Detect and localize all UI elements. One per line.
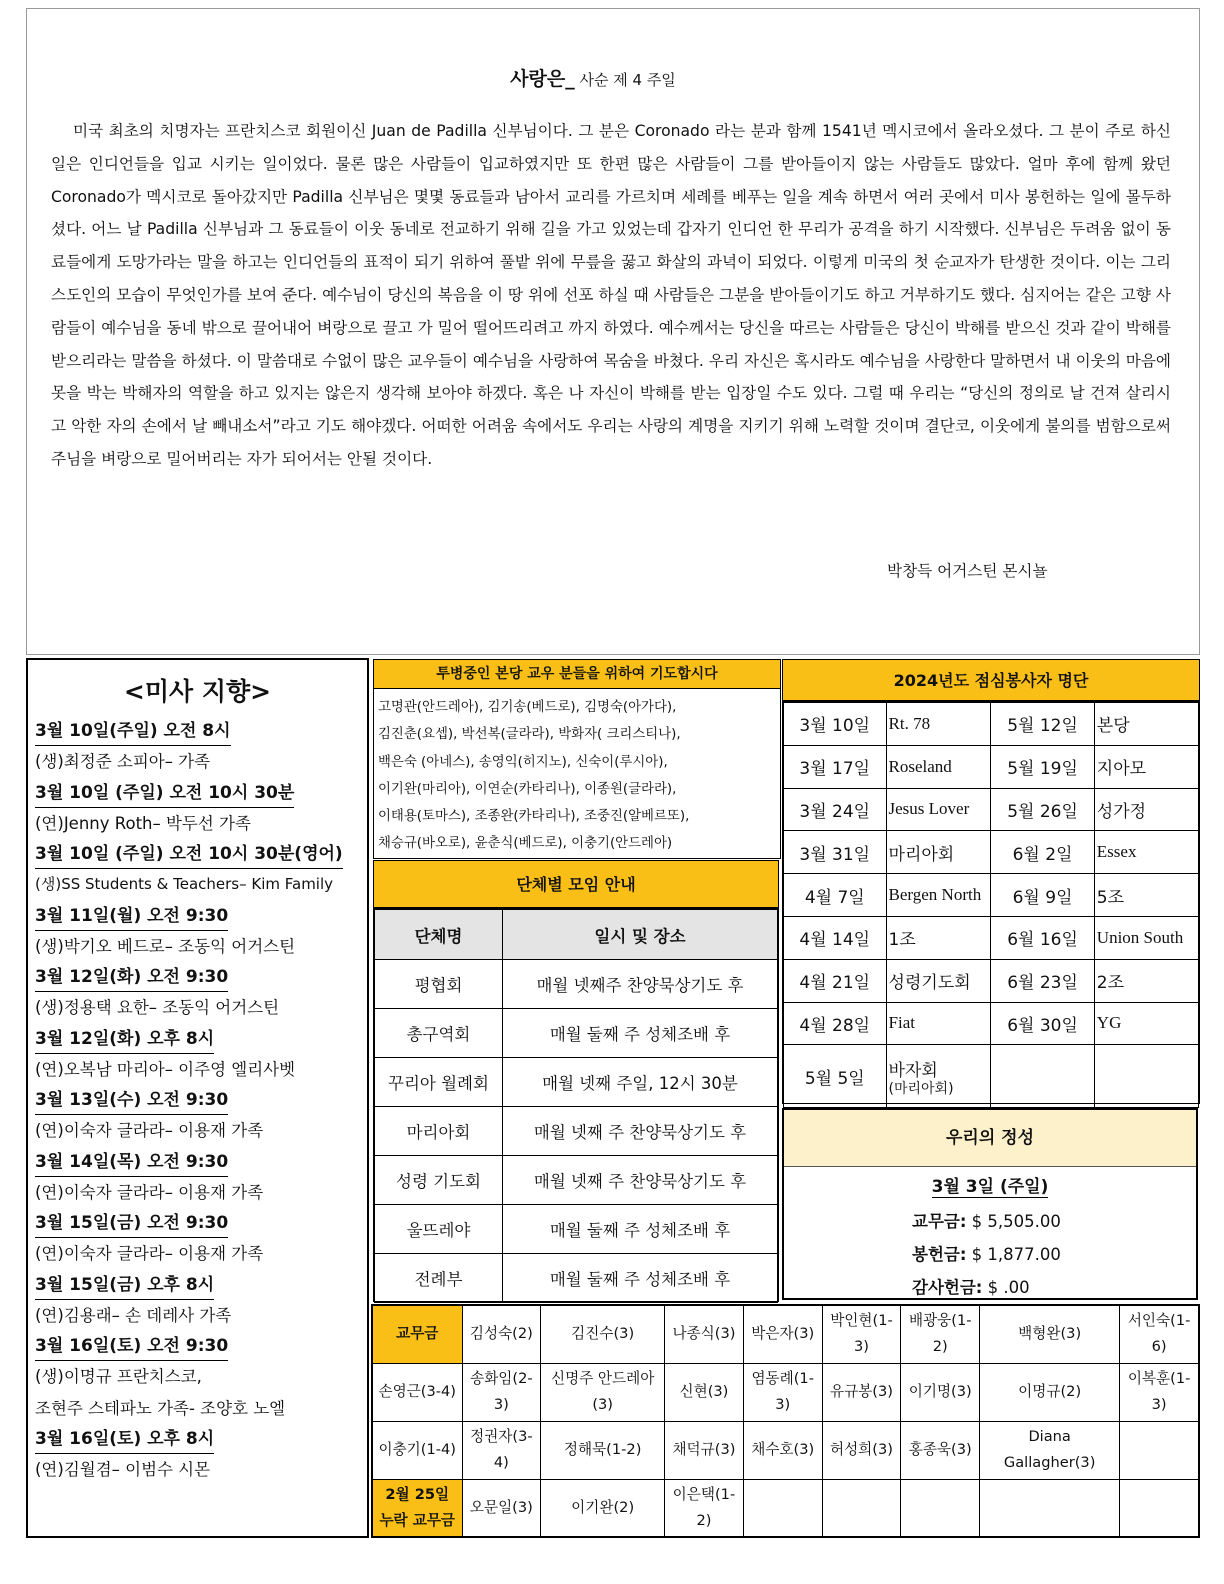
lunch-volunteers-box xyxy=(782,659,1200,1104)
prayer-line: 채승규(바오로), 윤춘식(베드로), 이충기(안드레아) xyxy=(378,836,673,852)
table-row xyxy=(784,788,1199,831)
mass-entry xyxy=(35,716,365,778)
mass-date: 3월 15일(금) 오전 9:30 xyxy=(35,1208,228,1238)
donor-cell: 이은택(1-2) xyxy=(665,1479,744,1537)
donor-cell xyxy=(901,1479,980,1537)
table-row xyxy=(784,1002,1199,1045)
mass-entry xyxy=(35,1085,365,1147)
lunch-group-main: 바자회 xyxy=(888,1060,938,1081)
lunch-title: 2024년도 점심봉사자 명단 xyxy=(783,660,1199,702)
table-row xyxy=(784,916,1199,959)
lunch-group: YG xyxy=(1094,1002,1198,1045)
offering-label: 봉헌금: xyxy=(912,1245,967,1264)
offering-label: 감사헌금: xyxy=(912,1278,983,1297)
offering-title: 우리의 정성 xyxy=(784,1110,1196,1167)
table-row xyxy=(784,831,1199,874)
mass-intention: (연)김용래– 손 데레사 가족 xyxy=(35,1305,232,1325)
mass-entry xyxy=(35,1424,365,1486)
mass-date: 3월 14일(목) 오전 9:30 xyxy=(35,1147,228,1177)
group-time: 매월 넷째주 찬양묵상기도 후 xyxy=(503,960,778,1009)
offering-value: $ .00 xyxy=(982,1278,1030,1297)
lunch-date: 6월 30일 xyxy=(991,1002,1094,1045)
mass-entry xyxy=(35,1331,365,1424)
mass-intention: (연)이숙자 글라라– 이용재 가족 xyxy=(35,1121,264,1140)
mass-intention: (생)이명규 프란치스코, xyxy=(35,1367,202,1386)
mass-intention: (연)Jenny Roth– 박두선 가족 xyxy=(35,813,251,833)
mass-intention-cont: 조현주 스테파노 가족- 조양호 노엘 xyxy=(35,1398,286,1418)
donors-label: 교무금 xyxy=(372,1305,462,1363)
prayer-line: 백은숙 (아네스), 송영익(히지노), 신숙이(루시아), xyxy=(378,754,668,770)
table-row xyxy=(375,1107,778,1156)
table-row xyxy=(375,1156,778,1205)
lunch-group: 1조 xyxy=(886,916,991,959)
offering-label: 교무금: xyxy=(912,1212,967,1231)
groups-title: 단체별 모임 안내 xyxy=(374,861,778,909)
lunch-group: 2조 xyxy=(1094,959,1198,1002)
lunch-group: Union South xyxy=(1094,916,1198,959)
offering-box xyxy=(782,1108,1198,1300)
lunch-date: 4월 7일 xyxy=(784,874,887,917)
donor-cell: 서인숙(1-6) xyxy=(1120,1305,1199,1363)
lunch-group-empty xyxy=(1094,1045,1198,1108)
col-header-group: 단체명 xyxy=(375,910,503,960)
donor-cell: 이복훈(1-3) xyxy=(1120,1363,1199,1421)
donor-cell: 홍종욱(3) xyxy=(901,1421,980,1479)
offering-value: $ 1,877.00 xyxy=(966,1245,1061,1264)
mass-intentions-box xyxy=(26,658,369,1538)
lunch-group: 성령기도회 xyxy=(886,959,991,1002)
lunch-date: 4월 28일 xyxy=(784,1002,887,1045)
mass-entry xyxy=(35,1208,365,1270)
donor-cell: 이기명(3) xyxy=(901,1363,980,1421)
lunch-date: 5월 26일 xyxy=(991,788,1094,831)
table-row xyxy=(375,1058,778,1107)
lunch-group: Jesus Lover xyxy=(886,788,991,831)
donor-cell: 유규봉(3) xyxy=(822,1363,901,1421)
donor-cell xyxy=(1120,1479,1199,1537)
mass-intention: (연)이숙자 글라라– 이용재 가족 xyxy=(35,1182,264,1202)
table-row xyxy=(372,1479,1199,1537)
essay-body: 미국 최초의 치명자는 프란치스코 회원이신 Juan de Padilla 신부님이다. 그 분은 Coronado 라는 분과 함께 1541년 멕시코에서 올라오셨다. 그 분이 주로 하신 일은 인디언들을 입교 시키는 일이었다. 물론 많은 사람들이 입교하였지만 또 한편 많은 사람들이 그를 받아들이지 않는 사람들도 많았다. 얼마 후에 함께 왔던 Coronado가 멕시코로 돌아갔지만 Padilla 신부님은 몇몇 동료들과 남아서 교리를 가르치며 세례를 베푸는 일을 계속 하면서 여러 곳에서 미사 봉헌하는 일에 몰두하셨다. 어느 날 Padilla 신부님과 그 동료들이 이웃 동네로 전교하기 위해 길을 가고 있었는데 갑자기 인디언 한 무리가 공격을 하기 시작했다. 신부님은 두려움 없이 동료들에게 도망가라는 말을 하고는 인디언들의 표적이 되기 위하여 풀밭 위에 무릎을 꿇고 화살의 과녁이 되었다. 이렇게 미국의 첫 순교자가 탄생한 것이다. 이는 그리스도인의 모습이 무엇인가를 보여 준다. 예수님이 당신의 복음을 이 땅 위에 선포 하실 때 사람들은 그분을 받아들이기도 하고 거부하기도 했다. 심지어는 같은 고향 사람들이 예수님을 동네 밖으로 끌어내어 벼랑으로 끌고 가 밀어 떨어뜨리려고 까지 하였다. 예수께서는 당신을 따르는 사람들은 당신이 박해를 받으신 것과 같이 박해를 받으리라는 말씀을 하셨다. 이 말씀대로 수없이 많은 교우들이 예수님을 사랑하여 목숨을 바쳤다. 우리 자신은 혹시라도 예수님을 사랑한다 말하면서 내 이웃의 마음에 못을 박는 박해자의 역할을 하고 있지는 않은지 생각해 보아야 하겠다. 혹은 나 자신이 박해를 받는 입장일 수도 있다. 그럴 때 우리는 “당신의 정의로 날 건져 살리시고 악한 자의 손에서 날 빼내소서”라고 기도 해야겠다. 어떠한 어려움 속에서도 우리는 사랑의 계명을 지키기 위해 노력할 것이며 결단코, 이웃에게 불의를 범함으로써 주님을 벼랑으로 밀어버리는 자가 되어서는 안될 것이다. xyxy=(51,122,1172,468)
mass-date: 3월 16일(토) 오후 8시 xyxy=(35,1424,214,1454)
lunch-date: 6월 23일 xyxy=(991,959,1094,1002)
lunch-date: 4월 21일 xyxy=(784,959,887,1002)
table-row xyxy=(375,960,778,1009)
mass-entry xyxy=(35,901,365,963)
mass-intention: (연)김월겸– 이범수 시몬 xyxy=(35,1460,211,1479)
donor-cell: Diana Gallagher(3) xyxy=(980,1421,1120,1479)
donor-cell: 채수호(3) xyxy=(743,1421,822,1479)
lunch-group: 성가정 xyxy=(1094,788,1198,831)
lunch-date: 6월 9일 xyxy=(991,874,1094,917)
mass-intention: (생)최정준 소피아– 가족 xyxy=(35,752,211,771)
lunch-date: 6월 16일 xyxy=(991,916,1094,959)
donor-cell: 박인현(1-3) xyxy=(822,1305,901,1363)
donor-cell: 이충기(1-4) xyxy=(372,1421,462,1479)
offering-row xyxy=(912,1274,1030,1298)
donor-cell: 송화임(2-3) xyxy=(462,1363,541,1421)
col-header-time: 일시 및 장소 xyxy=(503,910,778,960)
mass-date: 3월 10일 (주일) 오전 10시 30분 xyxy=(35,778,294,808)
table-row xyxy=(784,703,1199,746)
mass-date: 3월 10일 (주일) 오전 10시 30분(영어) xyxy=(35,839,343,869)
donor-cell: 염동례(1-3) xyxy=(743,1363,822,1421)
lunch-date: 3월 17일 xyxy=(784,745,887,788)
table-header-row xyxy=(375,910,778,960)
group-time: 매월 둘째 주 성체조배 후 xyxy=(503,1009,778,1058)
prayer-line: 고명관(안드레아), 김기송(베드로), 김명숙(아가다), xyxy=(378,700,677,715)
lunch-date: 5월 5일 xyxy=(784,1045,887,1108)
lunch-date: 6월 2일 xyxy=(991,831,1094,874)
table-row xyxy=(372,1421,1199,1479)
offering-date-wrap xyxy=(784,1172,1196,1197)
lunch-group: Bergen North xyxy=(886,874,991,917)
mass-date: 3월 16일(토) 오전 9:30 xyxy=(35,1331,228,1361)
group-name: 울뜨레야 xyxy=(375,1205,503,1254)
group-time: 매월 넷째 주일, 12시 30분 xyxy=(503,1058,778,1107)
lunch-date: 5월 12일 xyxy=(991,703,1094,746)
mass-entry xyxy=(35,778,365,840)
lunch-group: 마리아회 xyxy=(886,831,991,874)
prayer-names xyxy=(374,689,780,858)
lunch-group-sub: (마리아회) xyxy=(888,1080,954,1097)
group-name: 꾸리아 월례회 xyxy=(375,1058,503,1107)
lunch-group: 5조 xyxy=(1094,874,1198,917)
mass-entry xyxy=(35,1147,365,1209)
missed-label-text: 누락 교무금 xyxy=(379,1511,456,1529)
lunch-group: 본당 xyxy=(1094,703,1198,746)
group-name: 성령 기도회 xyxy=(375,1156,503,1205)
essay-box xyxy=(26,8,1200,655)
lunch-group: Essex xyxy=(1094,831,1198,874)
donor-cell: 김성숙(2) xyxy=(462,1305,541,1363)
group-name: 전례부 xyxy=(375,1254,503,1303)
prayer-title: 투병중인 본당 교우 분들을 위하여 기도합시다 xyxy=(374,660,780,689)
essay-title-sub: 사순 제 4 주일 xyxy=(574,71,676,89)
lunch-table xyxy=(783,702,1199,1108)
mass-entry xyxy=(35,839,365,901)
offering-row xyxy=(912,1208,1061,1232)
donors-table xyxy=(371,1304,1200,1538)
donor-cell xyxy=(743,1479,822,1537)
essay-title xyxy=(27,64,1199,91)
donor-cell: 채덕규(3) xyxy=(665,1421,744,1479)
lunch-date: 4월 14일 xyxy=(784,916,887,959)
donor-cell: 나종식(3) xyxy=(665,1305,744,1363)
lunch-date: 3월 31일 xyxy=(784,831,887,874)
donor-cell: 이명규(2) xyxy=(980,1363,1120,1421)
lunch-group xyxy=(886,1045,991,1108)
essay-title-main: 사랑은_ xyxy=(510,68,575,90)
mass-date: 3월 12일(화) 오전 9:30 xyxy=(35,962,228,992)
donors-grid xyxy=(371,1304,1200,1536)
donor-cell: 백형완(3) xyxy=(980,1305,1120,1363)
lunch-date-empty xyxy=(991,1045,1094,1108)
mass-date: 3월 10일(주일) 오전 8시 xyxy=(35,716,231,746)
donor-cell xyxy=(1120,1421,1199,1479)
table-row xyxy=(375,1205,778,1254)
mass-intention: (생)정용택 요한– 조동익 어거스틴 xyxy=(35,998,280,1017)
donor-cell: 신현(3) xyxy=(665,1363,744,1421)
table-row xyxy=(784,959,1199,1002)
lunch-group: Roseland xyxy=(886,745,991,788)
group-name: 총구역회 xyxy=(375,1009,503,1058)
group-name: 평협회 xyxy=(375,960,503,1009)
donor-cell: 김진수(3) xyxy=(541,1305,665,1363)
group-time: 매월 넷째 주 찬양묵상기도 후 xyxy=(503,1156,778,1205)
donor-cell: 손영근(3-4) xyxy=(372,1363,462,1421)
mass-date: 3월 12일(화) 오후 8시 xyxy=(35,1024,214,1054)
mass-intention: (연)이숙자 글라라– 이용재 가족 xyxy=(35,1244,264,1263)
lunch-date: 3월 10일 xyxy=(784,703,887,746)
donor-cell: 신명주 안드레아(3) xyxy=(541,1363,665,1421)
mass-intention: (생)SS Students & Teachers– Kim Family xyxy=(35,875,334,893)
prayer-line: 이태용(토마스), 조종완(카타리나), 조중진(알베르또), xyxy=(378,809,690,825)
prayer-line: 이기완(마리아), 이연순(카타리나), 이종원(글라라), xyxy=(378,781,677,797)
groups-box xyxy=(373,860,779,1302)
donor-cell xyxy=(822,1479,901,1537)
group-time: 매월 넷째 주 찬양묵상기도 후 xyxy=(503,1107,778,1156)
donor-cell: 배광웅(1-2) xyxy=(901,1305,980,1363)
lunch-group: Rt. 78 xyxy=(886,703,991,746)
lunch-group: 지아모 xyxy=(1094,745,1198,788)
donor-cell: 박은자(3) xyxy=(743,1305,822,1363)
mass-intentions-title: <미사 지향> xyxy=(123,677,272,706)
mass-date: 3월 11일(월) 오전 9:30 xyxy=(35,901,228,931)
mass-intentions-list xyxy=(35,716,365,1486)
table-row xyxy=(375,1254,778,1303)
mass-entry xyxy=(35,962,365,1024)
lunch-date: 5월 19일 xyxy=(991,745,1094,788)
table-row xyxy=(372,1305,1199,1363)
offering-row xyxy=(912,1241,1061,1265)
mass-entry xyxy=(35,1024,365,1086)
table-row xyxy=(784,745,1199,788)
mass-intention: (생)박기오 베드로– 조동익 어거스틴 xyxy=(35,936,296,956)
prayer-box xyxy=(373,659,781,859)
mass-entry xyxy=(35,1270,365,1332)
donor-cell: 정권자(3-4) xyxy=(462,1421,541,1479)
groups-table xyxy=(374,909,778,1303)
table-row xyxy=(375,1009,778,1058)
table-row xyxy=(784,874,1199,917)
missed-label xyxy=(372,1479,462,1537)
offering-value: $ 5,505.00 xyxy=(966,1212,1061,1231)
group-time: 매월 둘째 주 성체조배 후 xyxy=(503,1205,778,1254)
donor-cell xyxy=(980,1479,1120,1537)
donor-cell: 허성희(3) xyxy=(822,1421,901,1479)
missed-label-date: 2월 25일 xyxy=(385,1485,450,1503)
essay-signature: 박창득 어거스틴 몬시뇰 xyxy=(887,562,1048,580)
group-name: 마리아회 xyxy=(375,1107,503,1156)
mass-date: 3월 15일(금) 오후 8시 xyxy=(35,1270,214,1300)
table-row xyxy=(784,1045,1199,1108)
prayer-line: 김진춘(요셉), 박선복(글라라), 박화자( 크리스티나), xyxy=(378,727,681,743)
group-time: 매월 둘째 주 성체조배 후 xyxy=(503,1254,778,1303)
donor-cell: 정해묵(1-2) xyxy=(541,1421,665,1479)
lunch-date: 3월 24일 xyxy=(784,788,887,831)
offering-date: 3월 3일 (주일) xyxy=(931,1177,1049,1197)
donor-cell: 이기완(2) xyxy=(541,1479,665,1537)
table-row xyxy=(372,1363,1199,1421)
mass-intention: (연)오복남 마리아– 이주영 엘리사벳 xyxy=(35,1059,296,1079)
mass-date: 3월 13일(수) 오전 9:30 xyxy=(35,1085,228,1115)
lunch-group: Fiat xyxy=(886,1002,991,1045)
donor-cell: 오문일(3) xyxy=(462,1479,541,1537)
